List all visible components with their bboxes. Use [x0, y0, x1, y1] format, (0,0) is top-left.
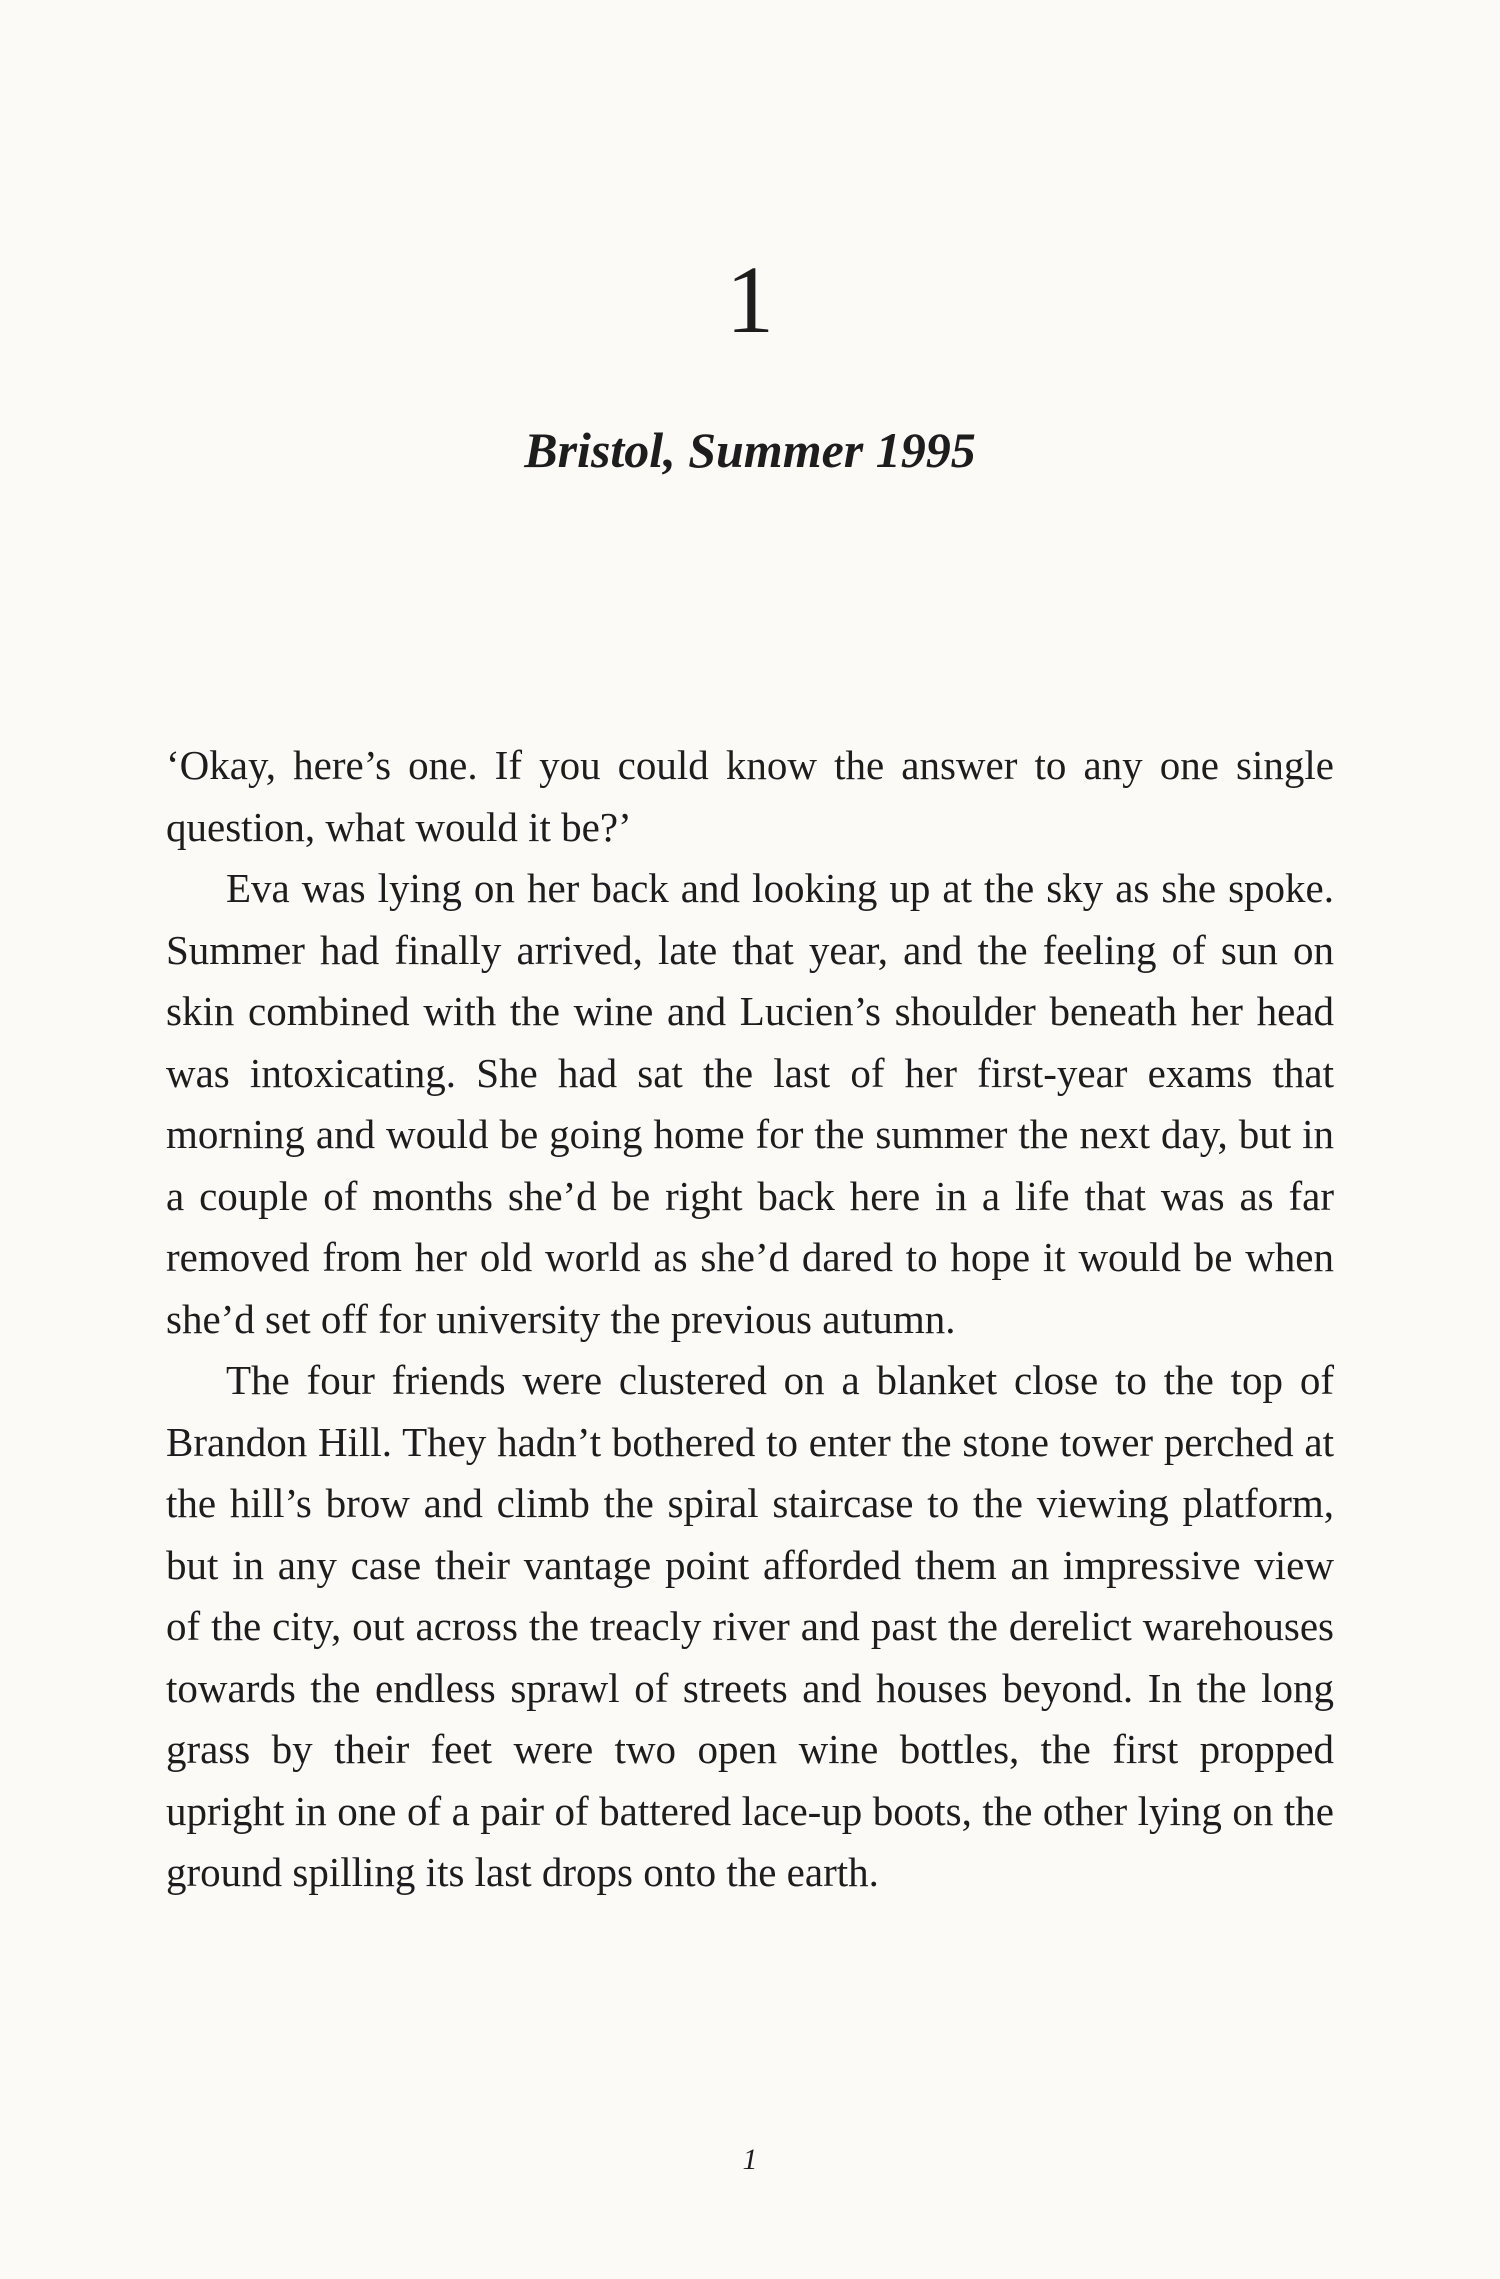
- chapter-subtitle: Bristol, Summer 1995: [524, 422, 976, 478]
- paragraph: ‘Okay, here’s one. If you could know the answer to any one single question, what would it be?’: [166, 742, 1334, 850]
- body-text: [166, 735, 1334, 1904]
- page-number: 1: [742, 2143, 758, 2176]
- paragraph: Eva was lying on her back and looking up at the sky as she spoke. Summer had finally arrived, late that year, and the feeling of sun on skin combined with the wine and Lucien’s shoulder beneath her head was intoxicating. She had sat the last of her first-year exams that morning and would be going home for the summer the next day, but in a couple of months she’d be right back here in a life that was as far removed from her old world as she’d dared to hope it would be when she’d set off for university the previous autumn.: [166, 865, 1334, 1342]
- paragraph: The four friends were clustered on a blanket close to the top of Brandon Hill. They hadn’t bothered to enter the stone tower perched at the hill’s brow and climb the spiral staircase to the viewing platform, but in any case their vantage point afforded them an impressive view of the city, out across the treacly river and past the derelict warehouses towards the endless sprawl of streets and houses beyond. In the long grass by their feet were two open wine bottles, the first propped upright in one of a pair of battered lace-up boots, the other lying on the ground spilling its last drops onto the earth.: [166, 1357, 1334, 1895]
- chapter-number: 1: [726, 246, 774, 353]
